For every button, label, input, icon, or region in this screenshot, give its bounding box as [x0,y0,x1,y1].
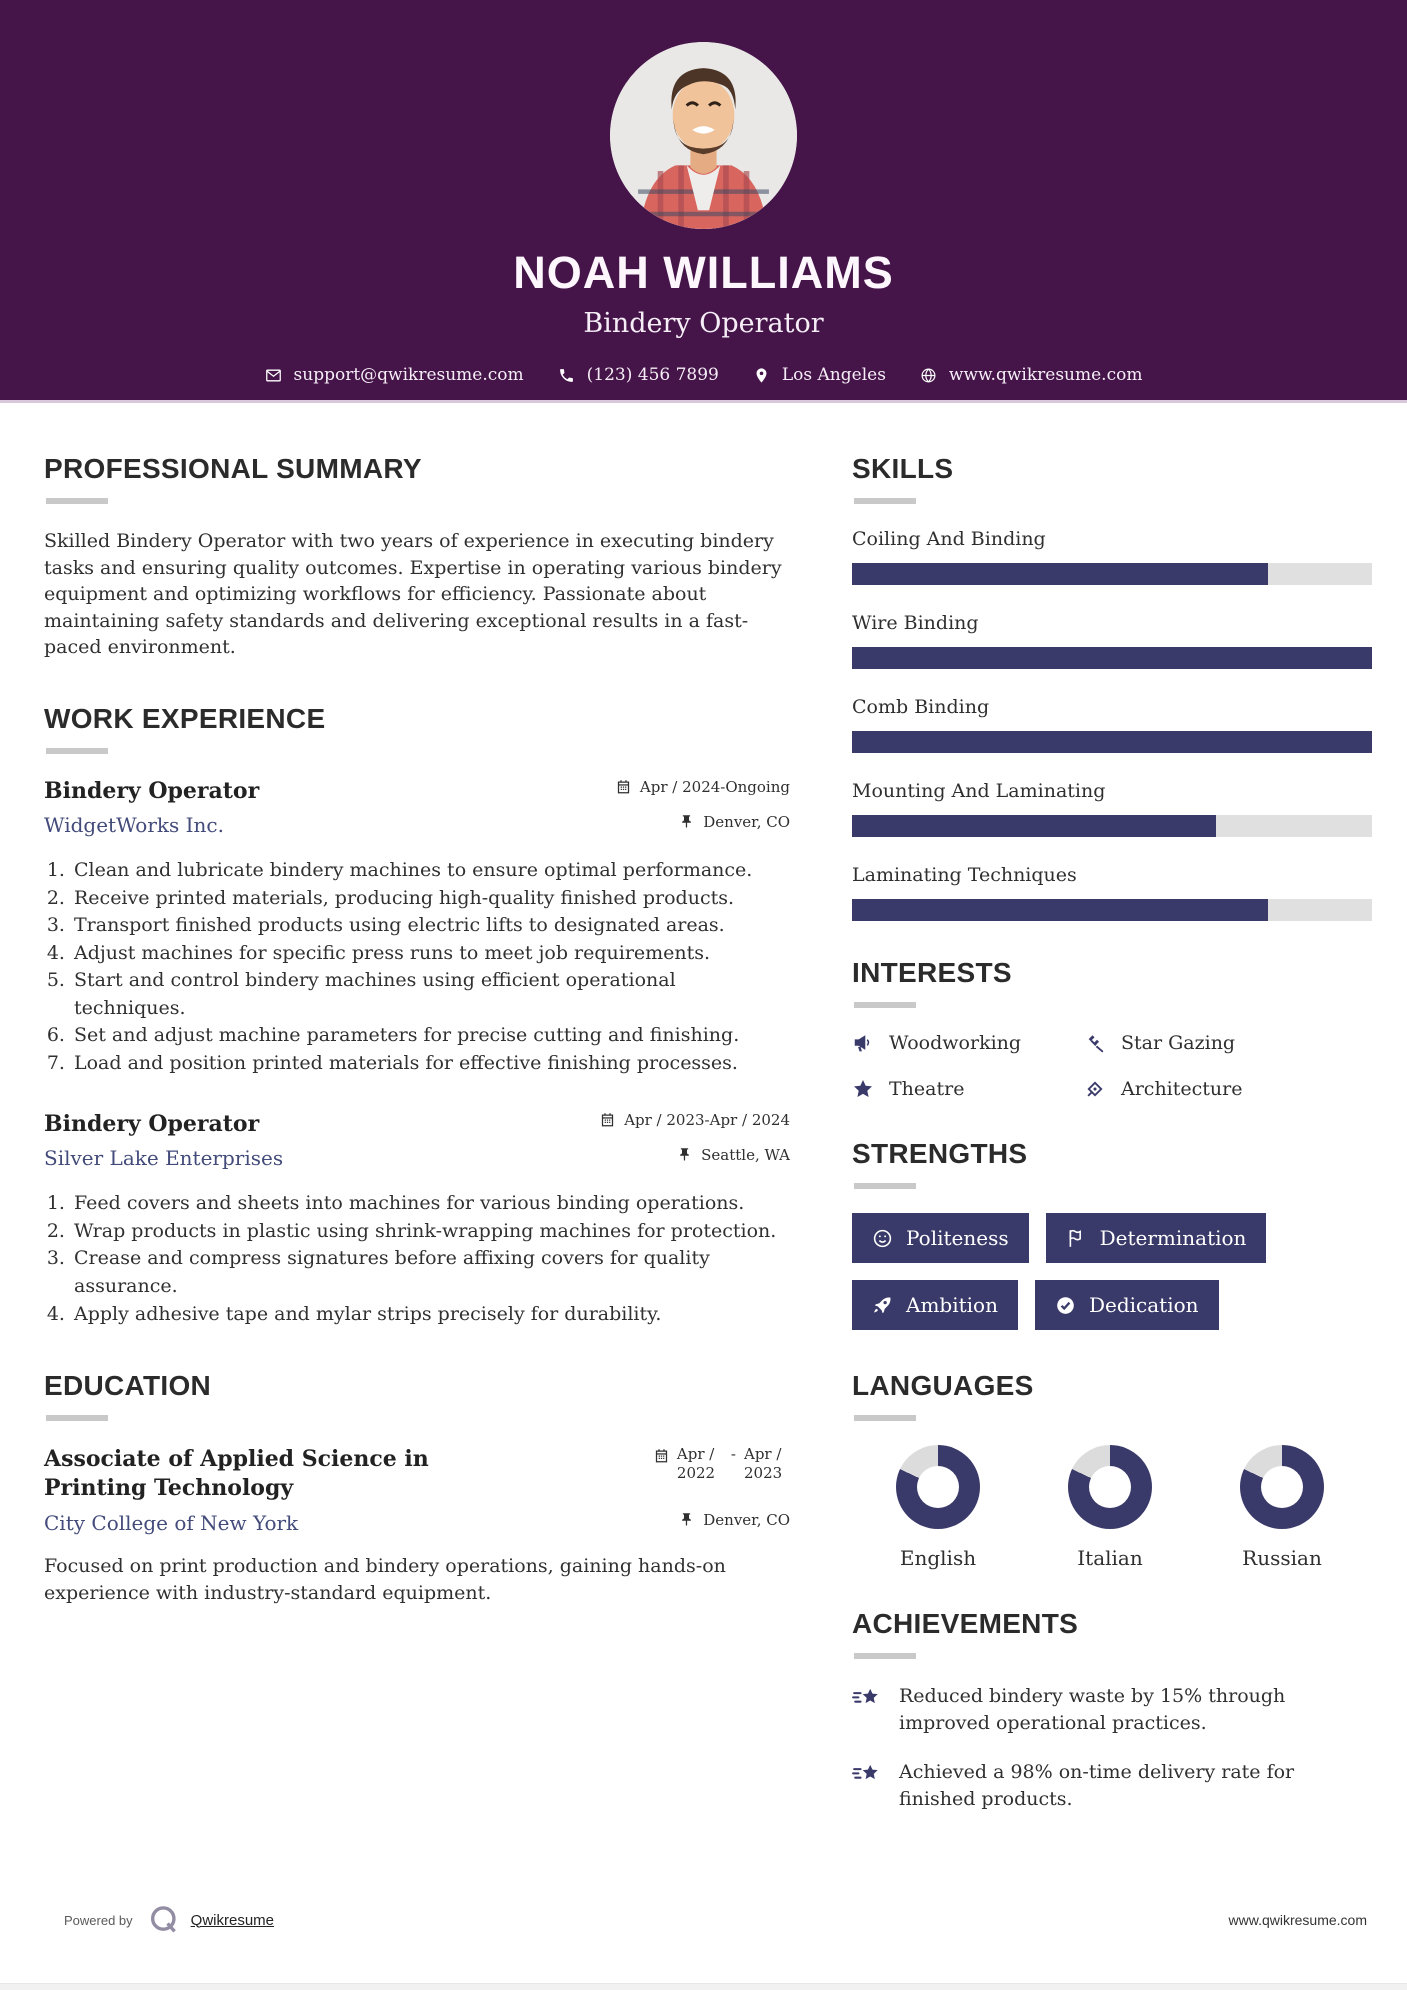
languages-heading: LANGUAGES [852,1370,1034,1401]
duty-item: 1. Clean and lubricate bindery machines to ensure optimal performance. [71,857,790,885]
page-bottom-strip [0,1983,1407,1990]
pushpin-icon [677,1147,692,1162]
job-location-text: Seattle, WA [701,1146,790,1165]
interest-item [852,1078,1084,1100]
language-item [852,1445,1024,1570]
left-column [44,453,790,1648]
duty-item: 2. Receive printed materials, producing high-quality finished products. [71,885,790,913]
education-date [654,1445,790,1483]
contact-phone-text: (123) 456 7899 [586,365,719,385]
language-donut [1068,1445,1152,1529]
job-location-text: Denver, CO [703,812,790,831]
heading-rule [46,1415,108,1421]
calendar-icon [600,1112,615,1127]
summary-heading: PROFESSIONAL SUMMARY [44,453,422,484]
skill-row [852,864,1372,921]
interest-item [1084,1032,1372,1054]
contact-website-text: www.qwikresume.com [948,365,1143,385]
profile-photo-illustration [610,42,797,229]
candidate-name: NOAH WILLIAMS [513,247,894,298]
education-location-text: Denver, CO [703,1511,790,1530]
job-company: WidgetWorks Inc. [44,812,224,837]
strength-badge [852,1280,1018,1330]
skill-bar-fill [852,815,1216,837]
duty-item: 3. Transport finished products using electric lifts to designated areas. [71,912,790,940]
job-entry [44,1111,790,1328]
skill-label: Laminating Techniques [852,864,1077,886]
qwikresume-logo-icon [147,1903,181,1937]
contact-row [0,365,1407,385]
skill-label: Wire Binding [852,612,979,634]
star-icon [852,1078,874,1100]
powered-by-label: Powered by [64,1912,133,1928]
skill-row [852,696,1372,753]
skill-row [852,612,1372,669]
language-item [1196,1445,1368,1570]
interest-item [852,1032,1084,1054]
calendar-icon [616,779,631,794]
megaphone-icon [852,1032,874,1054]
section-education [44,1370,790,1606]
job-date-text: Apr / 2024-Ongoing [639,777,790,796]
globe-icon [920,367,937,384]
language-donut [896,1445,980,1529]
duty-item: 3. Crease and compress signatures before affixing covers for quality assurance. [71,1245,790,1300]
interest-label: Star Gazing [1121,1032,1236,1054]
language-label: English [899,1546,977,1570]
school-name: City College of New York [44,1511,299,1536]
interest-item [1084,1078,1372,1100]
duty-item: 4. Adjust machines for specific press runs to meet job requirements. [71,940,790,968]
pushpin-icon [679,814,694,829]
duty-list [44,857,790,1077]
education-description: Focused on print production and bindery operations, gaining hands-on experience with industry-standard equipment. [44,1555,726,1604]
skill-bar-track [852,563,1372,585]
skill-label: Comb Binding [852,696,990,718]
footer [64,1903,1367,1937]
education-heading: EDUCATION [44,1370,212,1402]
duty-list [44,1190,790,1328]
interest-label: Architecture [1121,1078,1243,1100]
interests-heading: INTERESTS [852,957,1012,988]
skill-bar-track [852,815,1372,837]
degree-title: Associate of Applied Science in Printing Technology [44,1446,429,1501]
contact-email [265,365,524,385]
education-location [679,1511,790,1529]
education-date-separator: - [730,1445,736,1464]
interest-label: Theatre [889,1078,965,1100]
job-company: Silver Lake Enterprises [44,1146,284,1171]
calendar-icon [654,1448,669,1463]
section-interests [852,957,1372,1100]
job-date-text: Apr / 2023-Apr / 2024 [624,1111,790,1130]
achievement-text: Achieved a 98% on-time delivery rate for finished products. [899,1761,1295,1810]
skill-bar-fill [852,899,1268,921]
job-location [677,1146,790,1164]
strengths-heading: STRENGTHS [852,1138,1028,1169]
duty-item: 7. Load and position printed materials for effective finishing processes. [71,1050,790,1078]
skill-row [852,528,1372,585]
job-location [679,813,790,831]
strength-badge [852,1213,1029,1263]
skills-heading: SKILLS [852,453,954,484]
work-heading: WORK EXPERIENCE [44,702,326,734]
language-label: Russian [1242,1546,1322,1570]
job-entry [44,778,790,1077]
strength-badge [1046,1213,1267,1263]
summary-text: Skilled Bindery Operator with two years of experience in executing bindery tasks and ensuring quality outcomes. Expertise in operating various bindery equipment and optimizing workflows for efficiency. Passionate about maintaining safety standards and delivering exceptional results in a fast-paced environment. [44,530,782,659]
job-date [600,1111,790,1129]
skill-bar-track [852,647,1372,669]
strength-label: Determination [1099,1226,1247,1250]
achievement-item [852,1759,1372,1812]
right-column [852,453,1372,1854]
language-donut [1240,1445,1324,1529]
achievement-item [852,1683,1372,1736]
header [0,0,1407,403]
heading-rule [854,1183,916,1189]
heading-rule [46,498,108,504]
footer-site-text: www.qwikresume.com [1228,1912,1367,1928]
skill-bar-fill [852,563,1268,585]
email-icon [265,367,282,384]
contact-website [920,365,1143,385]
duty-item: 6. Set and adjust machine parameters for precise cutting and finishing. [71,1022,790,1050]
duty-item: 1. Feed covers and sheets into machines for various binding operations. [71,1190,790,1218]
education-date-start: Apr / 2022 [676,1445,716,1482]
heading-rule [854,1415,916,1421]
section-professional-summary [44,453,790,661]
qwikresume-link[interactable]: Qwikresume [190,1911,275,1929]
language-item [1024,1445,1196,1570]
phone-icon [558,367,575,384]
profile-photo [610,42,797,229]
skill-bar-fill [852,731,1372,753]
duty-item: 5. Start and control bindery machines using efficient operational techniques. [71,967,790,1022]
contact-email-text: support@qwikresume.com [293,365,524,385]
achievement-text: Reduced bindery waste by 15% through improved operational practices. [899,1685,1286,1734]
strength-label: Politeness [906,1226,1009,1250]
section-achievements [852,1608,1372,1812]
contact-phone [558,365,719,385]
duty-item: 4. Apply adhesive tape and mylar strips precisely for durability. [71,1301,790,1329]
contact-location [753,365,886,385]
smiley-icon [872,1228,893,1249]
language-label: Italian [1077,1546,1143,1570]
section-strengths [852,1138,1372,1330]
strength-label: Ambition [906,1293,998,1317]
contact-location-text: Los Angeles [781,365,886,385]
candidate-title: Bindery Operator [583,308,824,339]
rocket-icon [872,1295,893,1316]
skill-bar-fill [852,647,1372,669]
skill-label: Mounting And Laminating [852,780,1106,802]
job-date [616,778,790,796]
skill-row [852,780,1372,837]
section-work-experience [44,703,790,1328]
heading-rule [854,498,916,504]
location-icon [753,367,770,384]
job-title: Bindery Operator [44,777,260,804]
shooting-star-icon [852,1686,882,1712]
content-columns [0,403,1407,1854]
flag-icon [1066,1228,1087,1249]
shooting-star-icon [852,1762,882,1788]
check-circle-icon [1055,1295,1076,1316]
interest-label: Woodworking [889,1032,1022,1054]
skill-label: Coiling And Binding [852,528,1046,550]
heading-rule [854,1653,916,1659]
strength-label: Dedication [1088,1293,1199,1317]
gavel-icon [1084,1032,1106,1054]
section-skills [852,453,1372,921]
duty-item: 2. Wrap products in plastic using shrink-wrapping machines for protection. [71,1218,790,1246]
section-languages [852,1370,1372,1570]
skill-bar-track [852,899,1372,921]
architecture-icon [1084,1078,1106,1100]
heading-rule [854,1002,916,1008]
achievements-heading: ACHIEVEMENTS [852,1608,1079,1639]
pushpin-icon [679,1512,694,1527]
job-title: Bindery Operator [44,1111,260,1138]
education-date-end: Apr / 2023 [744,1445,783,1482]
heading-rule [46,748,108,754]
skill-bar-track [852,731,1372,753]
strength-badge [1035,1280,1219,1330]
